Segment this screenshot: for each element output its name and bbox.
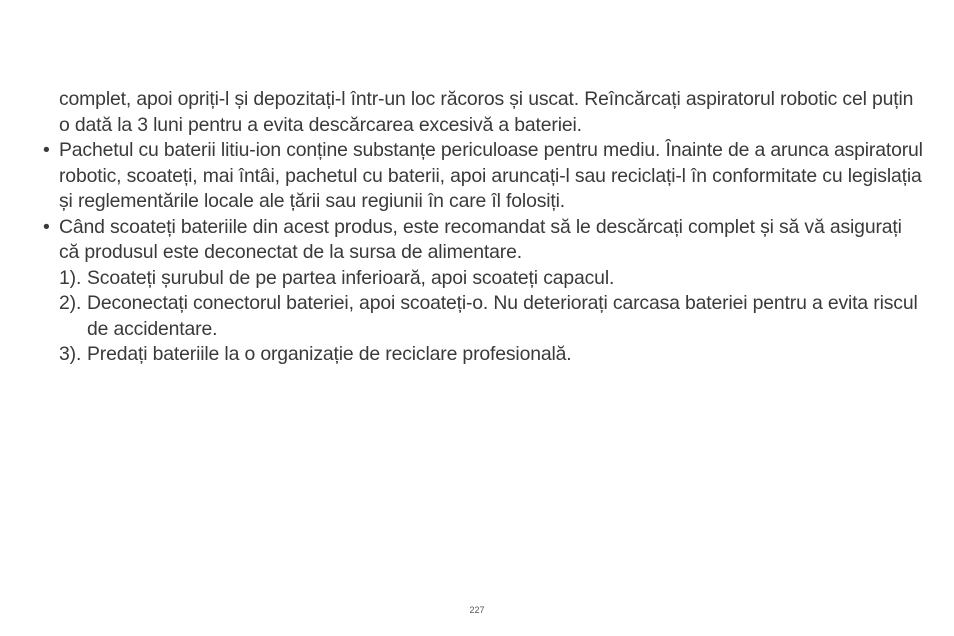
step-item-3 <box>43 342 923 368</box>
bullet-text: Pachetul cu baterii litiu-ion conține substanțe periculoase pentru mediu. Înainte de a arunca aspiratorul robotic, scoateți, mai întâi, pachetul cu baterii, apoi aruncați-l sau reciclați-l în conformitate cu legislația și reglementările locale ale țării sau regiunii în care îl folosiți. <box>59 139 923 212</box>
continuation-paragraph: complet, apoi opriți-l și depozitați-l într-un loc răcoros și uscat. Reîncărcați aspiratorul robotic cel puțin o dată la 3 luni pentru a evita descărcarea excesivă a bateriei. <box>59 88 914 136</box>
bullet-item-battery-disposal <box>43 138 923 215</box>
step-item-2 <box>43 291 923 342</box>
step-number: 3). <box>59 343 82 365</box>
document-body <box>43 87 923 368</box>
step-text: Predați bateriile la o organizație de reciclare profesională. <box>87 343 572 365</box>
bullet-icon: • <box>43 215 50 238</box>
bullet-icon: • <box>43 139 50 161</box>
step-text: Deconectați conectorul bateriei, apoi scoateți-o. Nu deteriorați carcasa bateriei pentru a evita riscul de accidentare. <box>87 292 918 340</box>
step-item-1 <box>43 266 923 292</box>
bullet-text: Când scoateți bateriile din acest produs, este recomandat să le descărcați complet și să vă asigurați că produsul este deconectat de la sursa de alimentare. <box>59 215 902 263</box>
step-text: Scoateți șurubul de pe partea inferioară, apoi scoateți capacul. <box>87 266 615 289</box>
step-number: 2). <box>59 292 82 314</box>
page-number: 227 <box>469 605 485 615</box>
bullet-item-battery-removal <box>43 215 923 266</box>
step-number: 1). <box>59 266 82 289</box>
